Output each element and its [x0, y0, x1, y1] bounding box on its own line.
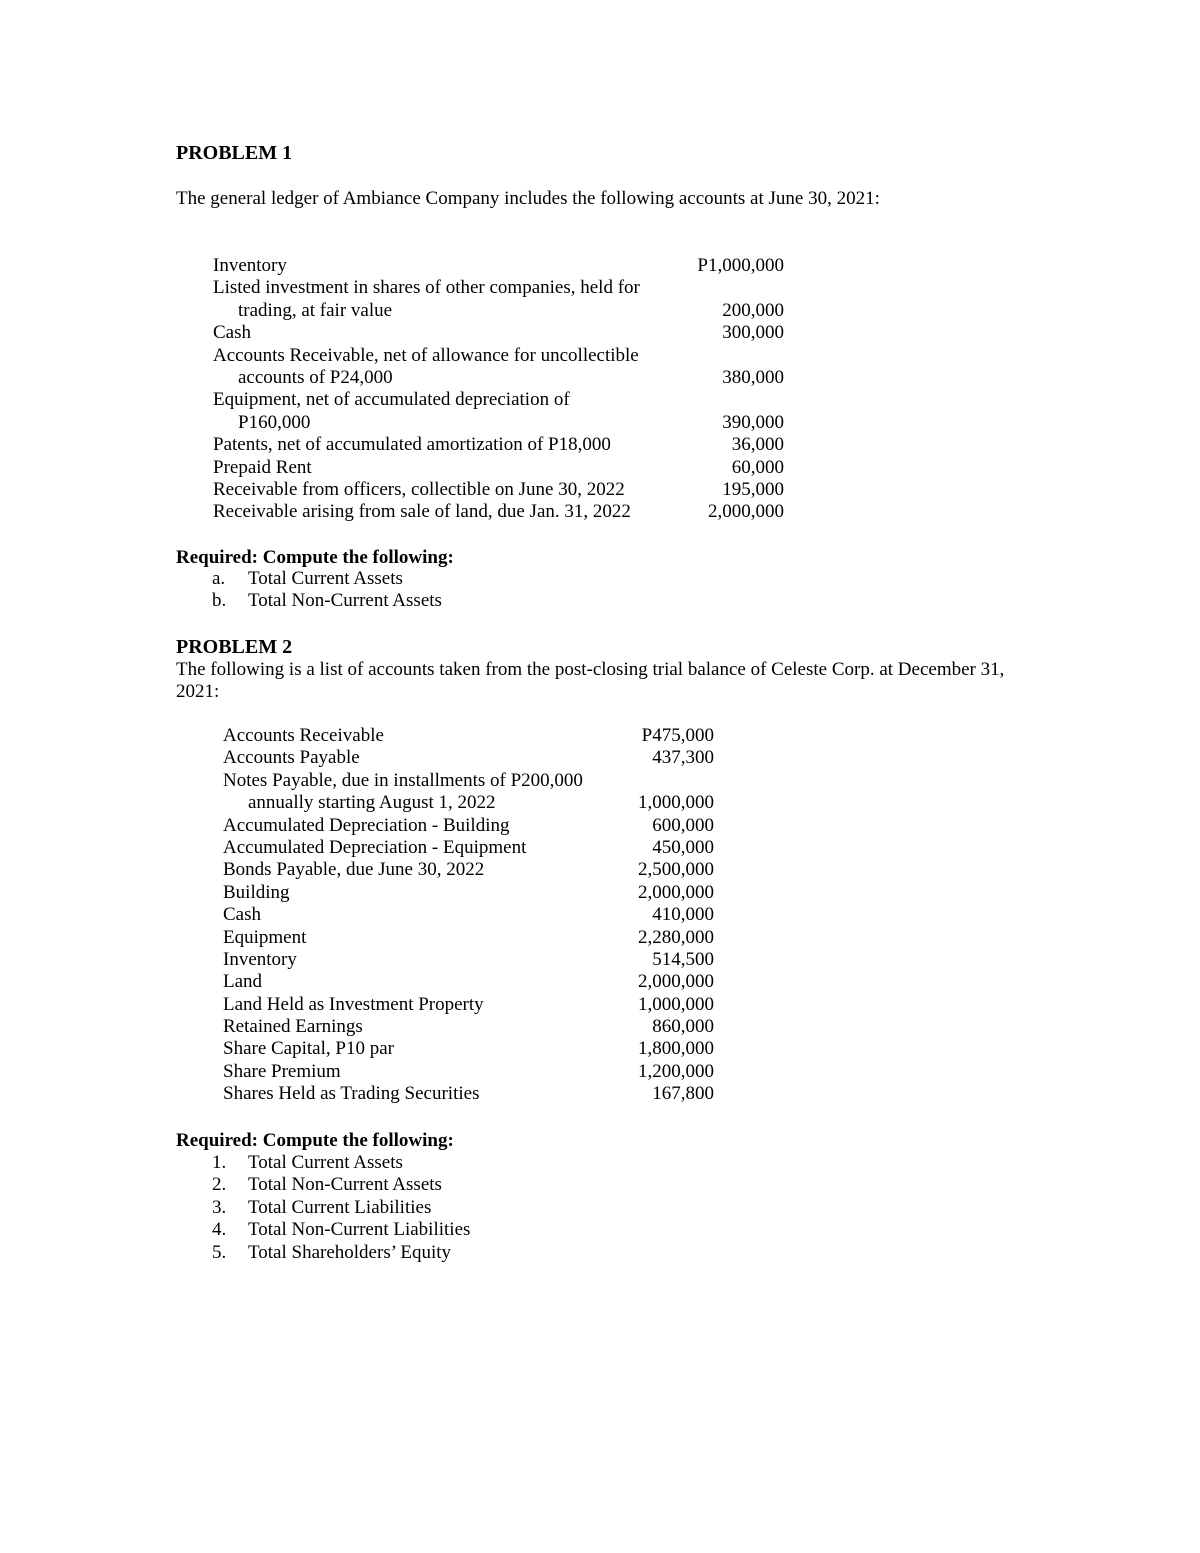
account-row: [223, 994, 714, 1016]
account-amount: 1,200,000: [638, 1060, 714, 1082]
required-item-marker: b.: [212, 590, 227, 612]
account-amount: 200,000: [722, 299, 784, 321]
account-label: Accounts Receivable: [223, 725, 384, 746]
account-row: [223, 1038, 714, 1060]
account-row: [213, 345, 784, 367]
account-label: Share Capital, P10 par: [223, 1038, 394, 1060]
required-item-marker: 4.: [212, 1219, 227, 1241]
problem-2-required-title: Required: Compute the following:: [176, 1130, 454, 1151]
account-label: Accounts Receivable, net of allowance for uncollectible: [213, 344, 639, 366]
account-row: [223, 904, 714, 926]
account-amount: 450,000: [652, 836, 714, 858]
required-item-marker: 1.: [212, 1152, 227, 1173]
account-label: Receivable from officers, collectible on June 30, 2022: [213, 478, 625, 500]
account-row: [223, 1083, 714, 1105]
account-row: [223, 927, 714, 949]
account-amount: 380,000: [722, 366, 784, 388]
required-item-text: Total Non-Current Assets: [248, 590, 442, 612]
account-label: Cash: [223, 904, 261, 926]
required-item-text: Total Current Assets: [248, 1152, 403, 1173]
account-row: [213, 300, 784, 322]
account-label: Cash: [213, 322, 251, 344]
account-label: Bonds Payable, due June 30, 2022: [223, 859, 485, 881]
account-row: [213, 389, 784, 411]
account-row: [213, 255, 784, 277]
account-amount: 60,000: [731, 456, 784, 478]
account-amount: 2,280,000: [638, 926, 714, 948]
account-label: Inventory: [223, 948, 297, 970]
required-item-marker: a.: [212, 568, 226, 589]
account-row: [223, 792, 714, 814]
account-amount: 1,000,000: [638, 993, 714, 1015]
account-label: Equipment: [223, 926, 307, 948]
account-amount: 410,000: [652, 904, 714, 926]
account-row: [223, 725, 714, 747]
account-label: annually starting August 1, 2022: [248, 792, 496, 814]
account-label: Listed investment in shares of other companies, held for: [213, 277, 640, 299]
account-label: Accumulated Depreciation - Building: [223, 814, 510, 836]
account-amount: 2,000,000: [638, 971, 714, 993]
problem-1-heading: PROBLEM 1: [176, 142, 293, 164]
account-amount: 195,000: [722, 478, 784, 500]
account-label: Shares Held as Trading Securities: [223, 1083, 480, 1105]
account-label: trading, at fair value: [238, 299, 393, 321]
problem-1-required-title: Required: Compute the following:: [176, 547, 454, 568]
account-label: Notes Payable, due in installments of P200,000: [223, 769, 583, 791]
account-label: accounts of P24,000: [238, 366, 393, 388]
problem-2-account-table: [223, 725, 714, 1106]
account-row: [223, 859, 714, 881]
account-row: [223, 949, 714, 971]
account-amount: 514,500: [652, 948, 714, 970]
account-label: Patents, net of accumulated amortization of P18,000: [213, 434, 611, 456]
account-row: [213, 457, 784, 479]
account-label: Inventory: [213, 255, 287, 276]
account-label: Building: [223, 881, 290, 903]
account-row: [213, 479, 784, 501]
account-label: Land: [223, 971, 263, 993]
account-row: [223, 971, 714, 993]
account-amount: 1,000,000: [638, 792, 714, 814]
account-label: Receivable arising from sale of land, due Jan. 31, 2022: [213, 501, 631, 523]
required-item-text: Total Non-Current Assets: [248, 1174, 442, 1196]
problem-1-intro: The general ledger of Ambiance Company includes the following accounts at June 30, 2021:: [176, 188, 880, 209]
account-label: Retained Earnings: [223, 1016, 363, 1038]
account-row: [223, 747, 714, 769]
account-amount: 390,000: [722, 411, 784, 433]
account-label: Accumulated Depreciation - Equipment: [223, 836, 527, 858]
account-amount: 300,000: [722, 322, 784, 344]
problem-2-intro: The following is a list of accounts taken from the post-closing trial balance of Celeste Corp. at December 31, 2021:: [176, 659, 1005, 703]
required-item-marker: 5.: [212, 1241, 227, 1263]
account-row: [213, 322, 784, 344]
account-row: [223, 882, 714, 904]
account-label: P160,000: [238, 411, 311, 433]
account-amount: P1,000,000: [697, 255, 784, 276]
account-amount: 437,300: [652, 747, 714, 769]
account-row: [213, 501, 784, 523]
required-item-text: Total Current Liabilities: [248, 1196, 432, 1218]
required-item-marker: 2.: [212, 1174, 227, 1196]
account-amount: 860,000: [652, 1016, 714, 1038]
account-amount: 36,000: [731, 434, 784, 456]
required-item-text: Total Shareholders’ Equity: [248, 1241, 452, 1263]
required-item-text: Total Non-Current Liabilities: [248, 1219, 471, 1241]
account-amount: P475,000: [641, 725, 714, 746]
account-row: [223, 770, 714, 792]
account-label: Prepaid Rent: [213, 456, 312, 478]
account-row: [213, 434, 784, 456]
account-row: [223, 1061, 714, 1083]
account-row: [213, 412, 784, 434]
account-amount: 1,800,000: [638, 1038, 714, 1060]
account-amount: 2,500,000: [638, 859, 714, 881]
required-item-marker: 3.: [212, 1196, 227, 1218]
account-label: Land Held as Investment Property: [223, 993, 484, 1015]
account-amount: 600,000: [652, 814, 714, 836]
account-row: [213, 277, 784, 299]
account-row: [223, 837, 714, 859]
account-label: Share Premium: [223, 1060, 341, 1082]
account-row: [223, 815, 714, 837]
required-item-text: Total Current Assets: [248, 568, 403, 589]
problem-2-heading: PROBLEM 2: [176, 636, 293, 658]
problem-1-account-table: [213, 255, 784, 524]
account-amount: 2,000,000: [638, 881, 714, 903]
account-amount: 167,800: [652, 1083, 714, 1105]
account-row: [223, 1016, 714, 1038]
account-label: Accounts Payable: [223, 747, 360, 769]
account-amount: 2,000,000: [708, 501, 784, 523]
account-label: Equipment, net of accumulated depreciation of: [213, 389, 570, 411]
account-row: [213, 367, 784, 389]
